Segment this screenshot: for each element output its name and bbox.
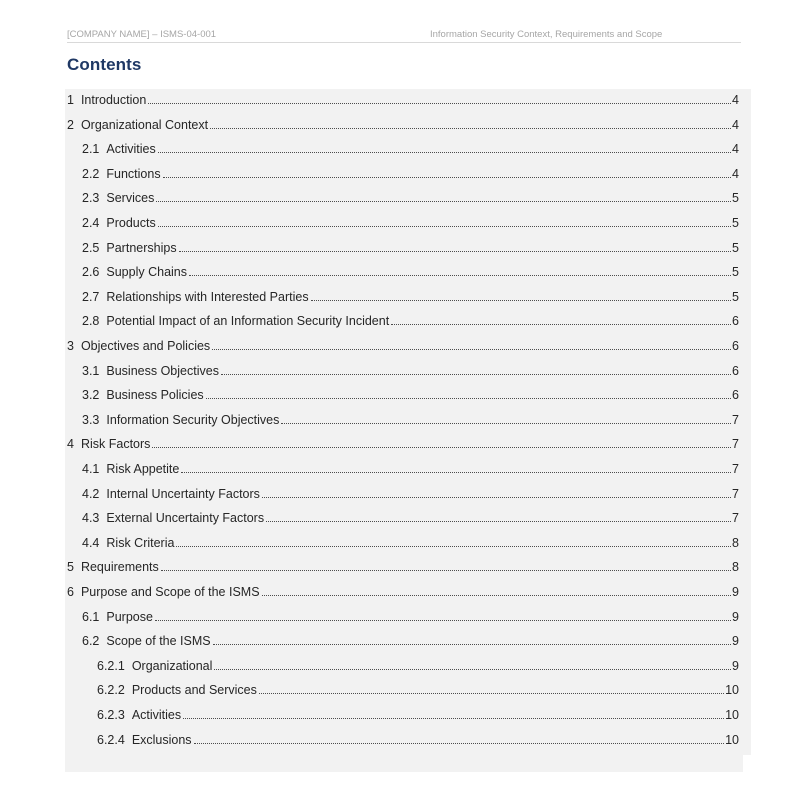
toc-entry-number: 4.3 (82, 511, 100, 526)
toc-entry-number: 3.2 (82, 388, 100, 403)
toc-entry-label[interactable]: Purpose and Scope of the ISMS (80, 585, 260, 599)
toc-entry-page-number[interactable]: 6 (732, 363, 739, 378)
toc-entry-label[interactable]: Business Objectives (106, 363, 219, 378)
toc-entry-label[interactable]: Internal Uncertainty Factors (106, 486, 260, 501)
toc-entry[interactable] (67, 582, 739, 600)
toc-entry[interactable] (82, 213, 739, 231)
toc-entry-number: 6.2.3 (97, 708, 125, 722)
toc-entry-label[interactable]: Purpose (106, 609, 153, 624)
toc-entry-page-number[interactable]: 5 (732, 289, 739, 304)
toc-entry-label[interactable]: Requirements (80, 560, 159, 575)
toc-entry-label[interactable]: Introduction (80, 93, 147, 107)
toc-dot-leader (179, 251, 731, 252)
toc-dot-leader (266, 521, 731, 522)
toc-entry-number: 2.7 (82, 289, 100, 304)
toc-dot-leader (163, 177, 731, 178)
contents-heading: Contents (67, 55, 142, 74)
toc-entry[interactable] (82, 139, 739, 157)
toc-entry-page-number[interactable]: 10 (725, 708, 739, 722)
toc-entry-number: 2.3 (82, 191, 100, 206)
toc-dot-leader (158, 226, 731, 227)
toc-entry-number: 2.5 (82, 240, 100, 255)
toc-dot-leader (181, 472, 731, 473)
toc-dot-leader (214, 669, 731, 670)
toc-dot-leader (262, 595, 732, 596)
toc-entry-page-number[interactable]: 6 (732, 388, 739, 403)
toc-field-shading-bottom (65, 755, 743, 772)
toc-entry-number: 2.2 (82, 166, 100, 181)
toc-entry-number: 2.1 (82, 142, 100, 157)
toc-entry[interactable] (82, 188, 739, 206)
toc-entry-number: 2.8 (82, 314, 100, 329)
toc-entry[interactable] (97, 656, 739, 674)
toc-entry[interactable] (82, 238, 739, 256)
toc-entry-number: 3.3 (82, 412, 100, 427)
toc-entry-label[interactable]: Activities (106, 142, 156, 157)
toc-entry[interactable] (82, 361, 739, 379)
toc-entry-page-number[interactable]: 4 (732, 166, 739, 181)
toc-entry-label[interactable]: Relationships with Interested Parties (106, 289, 309, 304)
toc-dot-leader (213, 644, 731, 645)
toc-entry-label[interactable]: Organizational Context (80, 117, 209, 132)
toc-entry[interactable] (82, 385, 739, 403)
toc-entry-label[interactable]: Exclusions (131, 732, 192, 747)
toc-entry-page-number[interactable]: 10 (725, 683, 739, 698)
toc-entry-number: 6.1 (82, 609, 100, 624)
toc-dot-leader (212, 349, 731, 350)
toc-entry-number: 2.4 (82, 216, 100, 230)
toc-entry[interactable] (82, 533, 739, 551)
toc-entry[interactable] (82, 164, 739, 182)
toc-entry-label[interactable]: External Uncertainty Factors (106, 511, 265, 526)
toc-entry-label[interactable]: Products and Services (131, 683, 257, 698)
header-document-title: Information Security Context, Requirements and Scope (430, 29, 663, 40)
toc-dot-leader (281, 423, 731, 424)
toc-entry-number: 3 (67, 339, 74, 353)
toc-entry-page-number[interactable]: 9 (732, 609, 739, 624)
toc-entry-page-number[interactable]: 6 (732, 339, 739, 353)
toc-entry-label[interactable]: Business Policies (106, 388, 204, 403)
toc-entry[interactable] (67, 115, 739, 133)
toc-entry[interactable] (82, 287, 739, 305)
toc-entry-label[interactable]: Potential Impact of an Information Security Incident (106, 314, 390, 329)
toc-entry-page-number[interactable]: 8 (732, 535, 739, 550)
toc-entry-number: 1 (67, 93, 74, 107)
toc-entry-number: 2 (67, 117, 74, 132)
toc-entry-label[interactable]: Objectives and Policies (80, 339, 211, 353)
toc-dot-leader (206, 398, 731, 399)
toc-dot-leader (148, 103, 731, 104)
toc-entry-page-number[interactable]: 9 (732, 585, 739, 599)
page-header (67, 29, 741, 43)
toc-entry-label[interactable]: Activities (131, 708, 182, 722)
toc-entry-label[interactable]: Scope of the ISMS (106, 634, 211, 649)
toc-entry-label[interactable]: Functions (106, 166, 161, 181)
toc-entry[interactable] (97, 680, 739, 698)
toc-entry[interactable] (82, 607, 739, 625)
toc-entry-number: 6.2.4 (97, 732, 125, 747)
toc-entry-number: 6.2.1 (97, 658, 125, 673)
toc-entry[interactable] (82, 410, 739, 428)
toc-dot-leader (158, 152, 731, 153)
toc-entry-number: 6.2.2 (97, 683, 125, 698)
toc-dot-leader (161, 570, 731, 571)
toc-entry[interactable] (67, 434, 739, 452)
toc-dot-leader (311, 300, 731, 301)
toc-entry[interactable] (82, 484, 739, 502)
toc-entry-number: 6.2 (82, 634, 100, 649)
toc-entry-page-number[interactable]: 7 (732, 511, 739, 526)
toc-entry-page-number[interactable]: 7 (732, 486, 739, 501)
toc-entry-page-number[interactable]: 7 (732, 412, 739, 427)
toc-entry[interactable] (67, 557, 739, 575)
toc-entry-page-number[interactable]: 10 (725, 732, 739, 747)
toc-dot-leader (221, 374, 731, 375)
toc-entry[interactable] (97, 730, 739, 748)
toc-dot-leader (152, 447, 731, 448)
toc-entry-label[interactable]: Products (106, 216, 156, 230)
toc-dot-leader (156, 201, 731, 202)
toc-entry-page-number[interactable]: 9 (732, 634, 739, 649)
toc-entry-label[interactable]: Risk Criteria (106, 535, 175, 550)
toc-entry-page-number[interactable]: 4 (732, 117, 739, 132)
toc-entry-number: 4.4 (82, 535, 100, 550)
toc-entry-number: 4.2 (82, 486, 100, 501)
toc-entry-page-number[interactable]: 5 (732, 240, 739, 255)
toc-entry-label[interactable]: Services (106, 191, 155, 206)
toc-entry[interactable] (97, 705, 739, 723)
toc-dot-leader (155, 620, 731, 621)
toc-entry-page-number[interactable]: 6 (732, 314, 739, 329)
toc-entry[interactable] (82, 459, 739, 477)
toc-dot-leader (210, 128, 731, 129)
toc-entry-page-number[interactable]: 4 (732, 142, 739, 157)
toc-entry-page-number[interactable]: 7 (732, 437, 739, 452)
toc-entry-number: 2.6 (82, 265, 100, 280)
toc-entry-number: 5 (67, 560, 74, 575)
toc-entry[interactable] (82, 311, 739, 329)
toc-entry-number: 3.1 (82, 363, 100, 378)
toc-dot-leader (391, 324, 731, 325)
toc-entry-page-number[interactable]: 7 (732, 462, 739, 476)
toc-entry-page-number[interactable]: 5 (732, 265, 739, 280)
toc-dot-leader (259, 693, 724, 694)
toc-entry-label[interactable]: Supply Chains (106, 265, 187, 280)
toc-entry-page-number[interactable]: 4 (732, 93, 739, 107)
toc-dot-leader (262, 497, 731, 498)
toc-entry-page-number[interactable]: 9 (732, 658, 739, 673)
toc-entry-page-number[interactable]: 5 (732, 216, 739, 230)
toc-entry-page-number[interactable]: 8 (732, 560, 739, 575)
toc-dot-leader (183, 718, 724, 719)
toc-entry-label[interactable]: Risk Factors (80, 437, 151, 452)
toc-entry-label[interactable]: Risk Appetite (106, 462, 180, 476)
toc-entry-page-number[interactable]: 5 (732, 191, 739, 206)
toc-dot-leader (176, 546, 731, 547)
toc-entry[interactable] (82, 508, 739, 526)
toc-entry-number: 4.1 (82, 462, 100, 476)
toc-dot-leader (189, 275, 731, 276)
toc-entry-number: 6 (67, 585, 74, 599)
toc-entry-label[interactable]: Information Security Objectives (106, 412, 280, 427)
toc-entry[interactable] (67, 336, 739, 354)
toc-entry[interactable] (82, 262, 739, 280)
toc-entry-label[interactable]: Partnerships (106, 240, 177, 255)
toc-entry-label[interactable]: Organizational (131, 658, 213, 673)
toc-entry[interactable] (67, 90, 739, 108)
header-document-id: [COMPANY NAME] – ISMS-04-001 (67, 29, 217, 40)
toc-entry-number: 4 (67, 437, 74, 452)
toc-entry[interactable] (82, 631, 739, 649)
toc-dot-leader (194, 743, 725, 744)
